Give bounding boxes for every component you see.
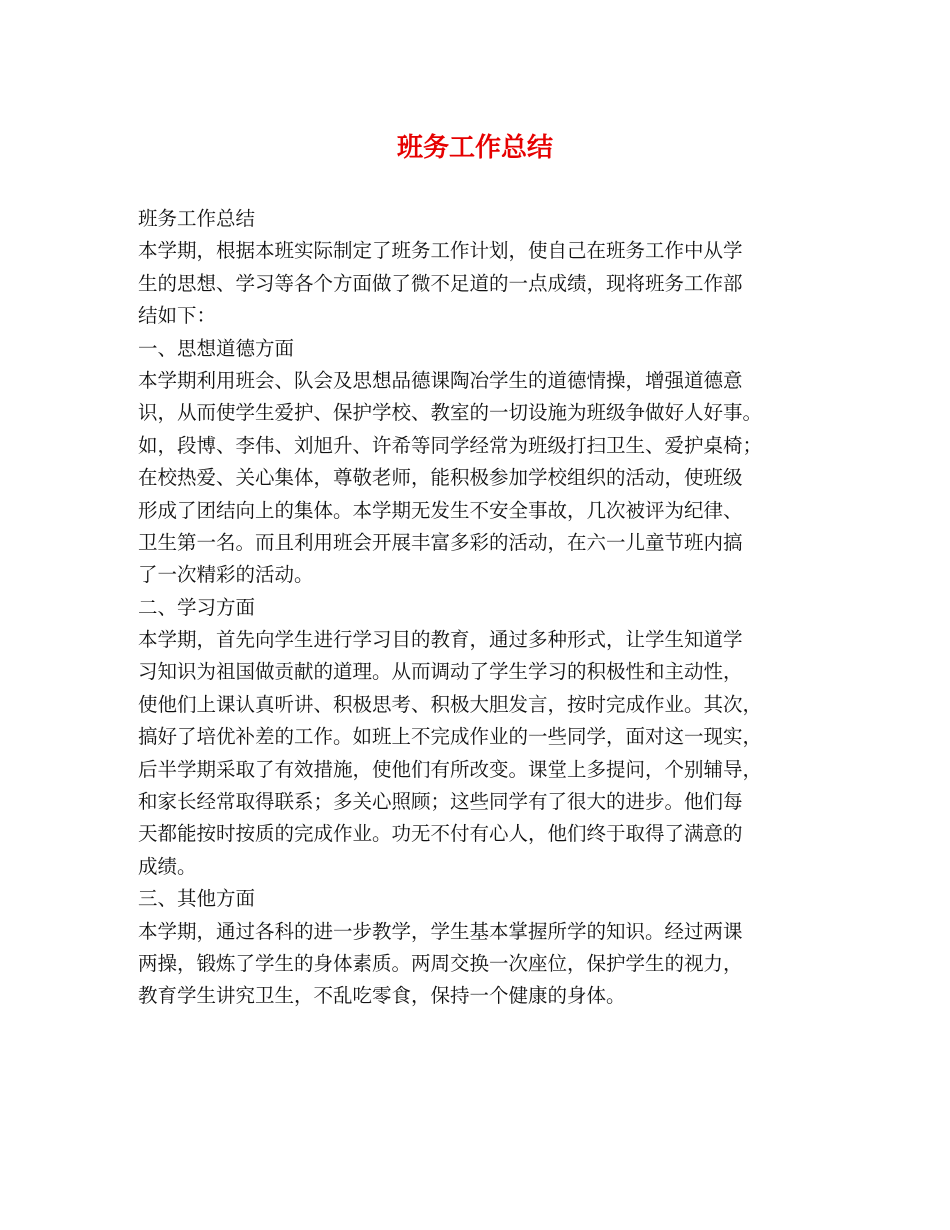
paragraph-line: 成绩。 (138, 854, 197, 878)
paragraph-line: 两操，锻炼了学生的身体素质。两周交换一次座位，保护学生的视力， (138, 951, 743, 975)
paragraph-line: 本学期利用班会、队会及思想品德课陶冶学生的道德情操，增强道德意 (138, 368, 743, 392)
paragraph-line: 生的思想、学习等各个方面做了微不足道的一点成绩，现将班务工作部 (138, 271, 743, 295)
paragraph-line: 本学期，通过各科的进一步教学，学生基本掌握所学的知识。经过两课 (138, 919, 743, 943)
paragraph-line: 卫生第一名。而且利用班会开展丰富多彩的活动，在六一儿童节班内搞 (138, 530, 743, 554)
section-heading: 三、其他方面 (138, 887, 256, 911)
paragraph-line: 了一次精彩的活动。 (138, 563, 314, 587)
paragraph-line: 习知识为祖国做贡献的道理。从而调动了学生学习的积极性和主动性， (138, 660, 743, 684)
paragraph-line: 识，从而使学生爱护、保护学校、教室的一切设施为班级争做好人好事。 (138, 401, 763, 425)
paragraph-line: 教育学生讲究卫生，不乱吃零食，保持一个健康的身体。 (138, 984, 626, 1008)
paragraph-line: 天都能按时按质的完成作业。功无不付有心人，他们终于取得了满意的 (138, 822, 743, 846)
section-heading: 一、思想道德方面 (138, 336, 295, 360)
paragraph-line: 和家长经常取得联系；多关心照顾；这些同学有了很大的进步。他们每 (138, 790, 743, 814)
paragraph-line: 使他们上课认真听讲、积极思考、积极大胆发言，按时完成作业。其次， (138, 692, 763, 716)
document-body (138, 203, 818, 1013)
paragraph-line: 搞好了培优补差的工作。如班上不完成作业的一些同学，面对这一现实， (138, 725, 763, 749)
document-title: 班务工作总结 (396, 133, 553, 163)
paragraph-line: 在校热爱、关心集体，尊敬老师，能积极参加学校组织的活动，使班级 (138, 466, 743, 490)
paragraph-line: 后半学期采取了有效措施，使他们有所改变。课堂上多提问，个别辅导， (138, 757, 763, 781)
paragraph-line: 结如下： (138, 304, 217, 328)
paragraph-line: 形成了团结向上的集体。本学期无发生不安全事故，几次被评为纪律、 (138, 498, 743, 522)
paragraph-line: 本学期，首先向学生进行学习目的教育，通过多种形式，让学生知道学 (138, 628, 743, 652)
section-heading: 二、学习方面 (138, 595, 256, 619)
document-subtitle: 班务工作总结 (138, 207, 256, 230)
paragraph-line: 如，段博、李伟、刘旭升、许希等同学经常为班级打扫卫生、爱护桌椅； (138, 433, 763, 457)
paragraph-line: 本学期，根据本班实际制定了班务工作计划，使自己在班务工作中从学 (138, 239, 743, 263)
